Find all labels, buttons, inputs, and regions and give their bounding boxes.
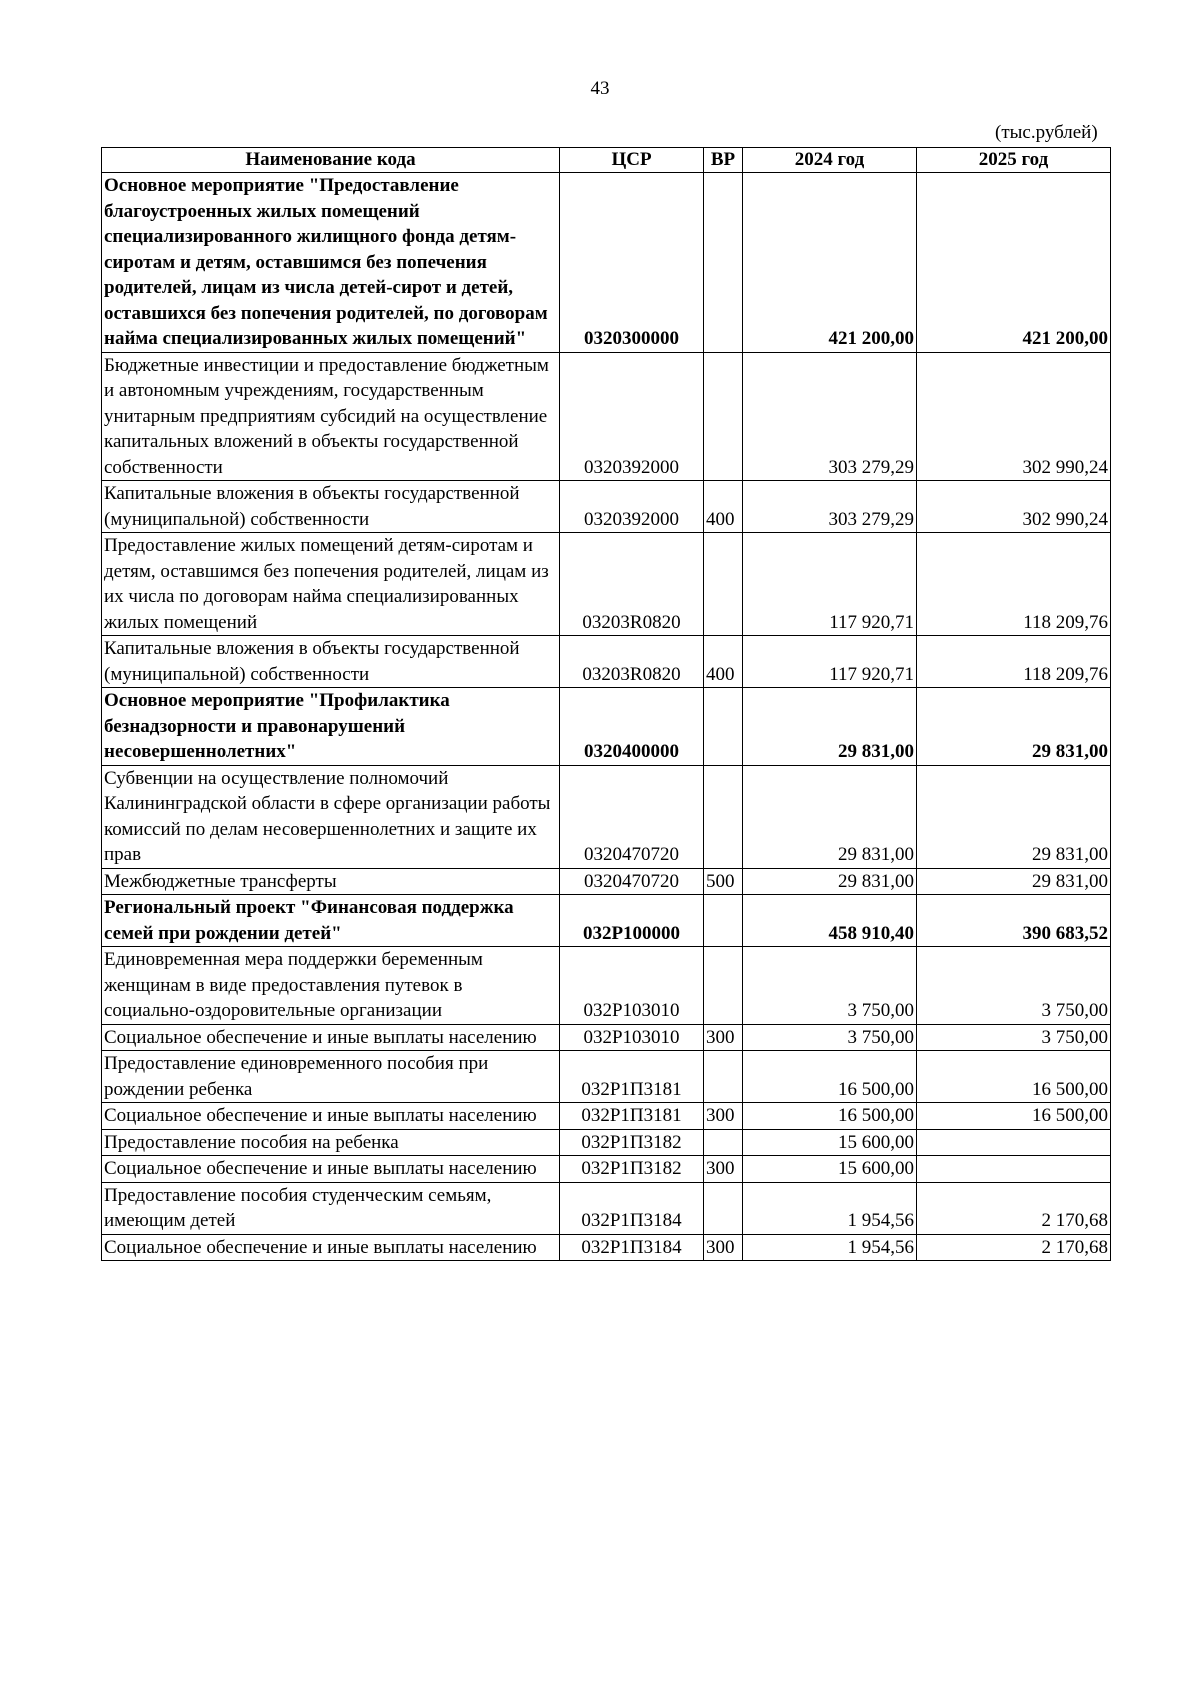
row-vr: 400	[704, 481, 743, 533]
row-vr	[704, 688, 743, 766]
table-row	[102, 533, 1111, 636]
row-csr: 0320392000	[560, 352, 704, 481]
row-csr: 032P1П3181	[560, 1103, 704, 1130]
row-csr: 032P1П3182	[560, 1129, 704, 1156]
row-name: Капитальные вложения в объекты государственной (муниципальной) собственности	[102, 636, 560, 688]
table-row	[102, 868, 1111, 895]
row-csr: 0320300000	[560, 173, 704, 353]
table-row	[102, 481, 1111, 533]
table-row	[102, 688, 1111, 766]
table-row	[102, 1103, 1111, 1130]
row-2025: 302 990,24	[917, 481, 1111, 533]
row-2024: 29 831,00	[743, 688, 917, 766]
row-2024: 16 500,00	[743, 1103, 917, 1130]
budget-table	[101, 147, 1111, 1261]
table-row	[102, 1156, 1111, 1183]
row-name: Субвенции на осуществление полномочий Калининградской области в сфере организации работы комиссий по делам несовершеннолетних и защите их прав	[102, 765, 560, 868]
row-name: Бюджетные инвестиции и предоставление бюджетным и автономным учреждениям, государственным унитарным предприятиям субсидий на осуществление капитальных вложений в объекты государственной собственности	[102, 352, 560, 481]
row-name: Основное мероприятие "Предоставление благоустроенных жилых помещений специализированного жилищного фонда детям-сиротам и детям, оставшимся без попечения родителей, лицам из числа детей-сирот и детей, оставшихся без попечения родителей, по договорам найма специализированных жилых помещений"	[102, 173, 560, 353]
row-2025: 118 209,76	[917, 636, 1111, 688]
row-2025: 2 170,68	[917, 1234, 1111, 1261]
header-2024: 2024 год	[743, 148, 917, 173]
row-vr: 300	[704, 1156, 743, 1183]
row-csr: 0320392000	[560, 481, 704, 533]
table-row	[102, 1129, 1111, 1156]
row-name: Предоставление единовременного пособия при рождении ребенка	[102, 1051, 560, 1103]
row-name: Единовременная мера поддержки беременным женщинам в виде предоставления путевок в социально-оздоровительные организации	[102, 947, 560, 1025]
row-2024: 303 279,29	[743, 352, 917, 481]
row-2024: 16 500,00	[743, 1051, 917, 1103]
row-csr: 03203R0820	[560, 636, 704, 688]
row-2025: 16 500,00	[917, 1051, 1111, 1103]
row-name: Основное мероприятие "Профилактика безнадзорности и правонарушений несовершеннолетних"	[102, 688, 560, 766]
row-2025: 421 200,00	[917, 173, 1111, 353]
row-csr: 032P1П3184	[560, 1234, 704, 1261]
row-2025: 390 683,52	[917, 895, 1111, 947]
row-vr	[704, 173, 743, 353]
row-2025	[917, 1129, 1111, 1156]
row-name: Капитальные вложения в объекты государственной (муниципальной) собственности	[102, 481, 560, 533]
row-2025: 3 750,00	[917, 1024, 1111, 1051]
row-csr: 032P1П3181	[560, 1051, 704, 1103]
header-vr: ВР	[704, 148, 743, 173]
table-row	[102, 636, 1111, 688]
row-csr: 032P103010	[560, 1024, 704, 1051]
table-row	[102, 352, 1111, 481]
table-row	[102, 1234, 1111, 1261]
row-csr: 03203R0820	[560, 533, 704, 636]
table-row	[102, 1024, 1111, 1051]
units-label: (тыс.рублей)	[995, 122, 1098, 143]
row-2025: 16 500,00	[917, 1103, 1111, 1130]
row-csr: 0320470720	[560, 765, 704, 868]
row-2024: 117 920,71	[743, 533, 917, 636]
row-vr	[704, 1051, 743, 1103]
row-vr: 500	[704, 868, 743, 895]
row-name: Предоставление жилых помещений детям-сиротам и детям, оставшимся без попечения родителей, лицам из их числа по договорам найма специализированных жилых помещений	[102, 533, 560, 636]
row-2024: 1 954,56	[743, 1234, 917, 1261]
row-2024: 458 910,40	[743, 895, 917, 947]
page-number: 43	[590, 78, 610, 99]
table-body	[102, 173, 1111, 1261]
row-2024: 421 200,00	[743, 173, 917, 353]
row-2025: 29 831,00	[917, 765, 1111, 868]
table-row	[102, 173, 1111, 353]
row-name: Социальное обеспечение и иные выплаты населению	[102, 1156, 560, 1183]
row-name: Региональный проект "Финансовая поддержка семей при рождении детей"	[102, 895, 560, 947]
row-2024: 3 750,00	[743, 947, 917, 1025]
row-2024: 15 600,00	[743, 1129, 917, 1156]
row-2024: 1 954,56	[743, 1182, 917, 1234]
header-name: Наименование кода	[102, 148, 560, 173]
row-csr: 032P1П3182	[560, 1156, 704, 1183]
row-name: Социальное обеспечение и иные выплаты населению	[102, 1103, 560, 1130]
row-name: Социальное обеспечение и иные выплаты населению	[102, 1024, 560, 1051]
row-vr: 300	[704, 1103, 743, 1130]
row-2024: 303 279,29	[743, 481, 917, 533]
row-2025: 118 209,76	[917, 533, 1111, 636]
row-2025: 29 831,00	[917, 688, 1111, 766]
table-row	[102, 1182, 1111, 1234]
table-row	[102, 895, 1111, 947]
row-csr: 032P1П3184	[560, 1182, 704, 1234]
header-csr: ЦСР	[560, 148, 704, 173]
row-2025	[917, 1156, 1111, 1183]
row-name: Предоставление пособия студенческим семьям, имеющим детей	[102, 1182, 560, 1234]
table-row	[102, 1051, 1111, 1103]
header-2025: 2025 год	[917, 148, 1111, 173]
row-vr: 300	[704, 1024, 743, 1051]
row-2025: 29 831,00	[917, 868, 1111, 895]
table-row	[102, 947, 1111, 1025]
row-2024: 15 600,00	[743, 1156, 917, 1183]
row-csr: 032P100000	[560, 895, 704, 947]
row-vr: 400	[704, 636, 743, 688]
table-header-row	[102, 148, 1111, 173]
row-vr	[704, 765, 743, 868]
row-csr: 0320400000	[560, 688, 704, 766]
row-vr	[704, 895, 743, 947]
row-2025: 302 990,24	[917, 352, 1111, 481]
row-vr: 300	[704, 1234, 743, 1261]
row-2025: 3 750,00	[917, 947, 1111, 1025]
row-2024: 29 831,00	[743, 868, 917, 895]
row-2024: 117 920,71	[743, 636, 917, 688]
row-2024: 3 750,00	[743, 1024, 917, 1051]
row-name: Межбюджетные трансферты	[102, 868, 560, 895]
row-vr	[704, 533, 743, 636]
row-csr: 032P103010	[560, 947, 704, 1025]
row-name: Социальное обеспечение и иные выплаты населению	[102, 1234, 560, 1261]
row-vr	[704, 1129, 743, 1156]
row-vr	[704, 947, 743, 1025]
row-vr	[704, 1182, 743, 1234]
row-vr	[704, 352, 743, 481]
row-csr: 0320470720	[560, 868, 704, 895]
row-2024: 29 831,00	[743, 765, 917, 868]
row-name: Предоставление пособия на ребенка	[102, 1129, 560, 1156]
table-row	[102, 765, 1111, 868]
row-2025: 2 170,68	[917, 1182, 1111, 1234]
